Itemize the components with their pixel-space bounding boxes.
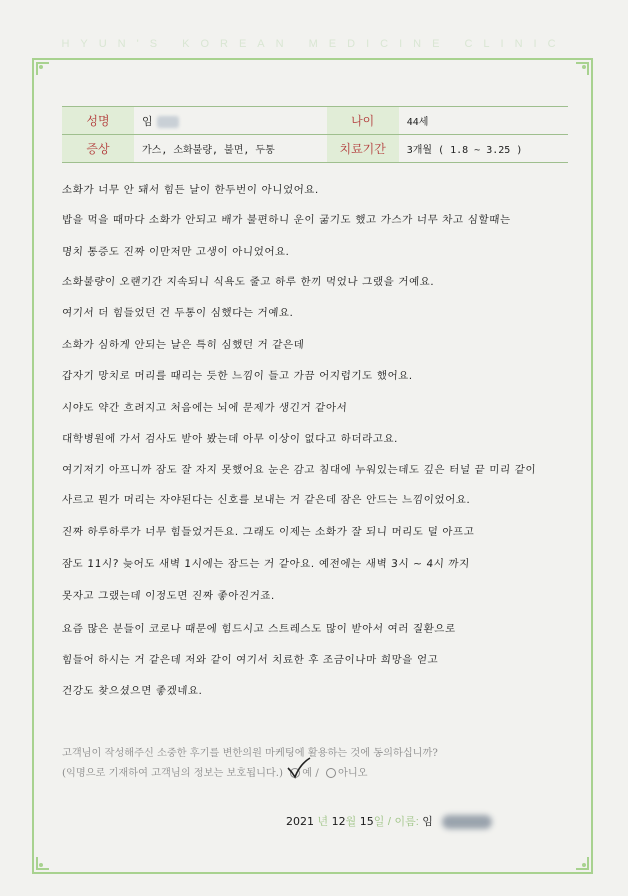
clinic-watermark: HYUN'S KOREAN MEDICINE CLINIC (61, 38, 567, 50)
review-line: 건강도 찾으셨으면 좋겠네요. (61, 685, 204, 697)
review-line: 대학병원에 가서 검사도 받아 봤는데 아무 이상이 없다고 하더라고요. (61, 433, 399, 445)
review-line: 명치 통증도 진짜 이만저만 고생이 아니었어요. (61, 246, 291, 258)
review-line: 갑자기 망치로 머리를 때리는 듯한 느낌이 들고 가끔 어지럽기도 했어요. (61, 370, 414, 382)
review-line: 여기저기 아프니까 잠도 잘 자지 못했어요 눈은 감고 침대에 누워있는데도 깊은 터널 끝 미리 같이 (61, 464, 537, 476)
age-label: 나이 (327, 107, 399, 135)
period-label: 치료기간 (327, 135, 399, 163)
day-unit: 일 (373, 816, 385, 828)
review-line: 시야도 약간 흐려지고 처음에는 뇌에 문제가 생긴거 같아서 (61, 402, 348, 414)
month-unit: 월 (345, 816, 357, 828)
period-value: 3개월 ( 1.8 ~ 3.25 ) (399, 135, 568, 163)
review-line: 여기서 더 힘들었던 건 두통이 심했다는 거예요. (61, 307, 295, 319)
date-day: 15 (359, 815, 374, 828)
review-line: 못자고 그랬는데 이정도면 진짜 좋아진거죠. (61, 590, 276, 602)
review-line: 잠도 11시? 늦어도 새벽 1시에는 잠드는 거 같아요. 예전에는 새벽 3시 ~ 4시 까지 (61, 558, 471, 570)
age-value: 44세 (399, 107, 568, 135)
consent-note: (익명으로 기재하여 고객님의 정보는 보호됩니다.) (62, 768, 283, 779)
review-line: 소화가 너무 안 돼서 힘든 날이 한두번이 아니었어요. (61, 184, 320, 196)
review-line: 사르고 뭔가 머리는 자야된다는 신호를 보내는 거 같은데 잠은 안드는 느낌이었어요. (61, 494, 471, 506)
consent-no-option[interactable] (326, 764, 368, 779)
consent-question: 고객님이 작성해주신 소중한 후기를 변한의원 마케팅에 활용하는 것에 동의하십니까? (62, 748, 438, 759)
consent-note-row (62, 764, 368, 779)
year-unit: 년 (317, 816, 329, 828)
symptom-label: 증상 (62, 135, 134, 163)
signer-name-value: 임 (422, 815, 433, 828)
option-separator: / (315, 768, 322, 779)
date-separator: / (387, 816, 391, 828)
name-label: 성명 (62, 107, 134, 135)
redacted-signature-blur (442, 815, 492, 829)
signer-name-label: 이름: (394, 816, 419, 828)
symptom-value: 가스, 소화불량, 불면, 두통 (134, 135, 327, 163)
consent-no-label: 아니오 (337, 768, 368, 779)
name-value: 임 (134, 107, 327, 135)
review-line: 요즘 많은 분들이 코로나 때문에 힘드시고 스트레스도 많이 받아서 여러 질환으로 (61, 623, 457, 635)
review-line: 힘들어 하시는 거 같은데 저와 같이 여기서 치료한 후 조금이나마 희망을 얻고 (61, 654, 439, 666)
date-signature-row (286, 813, 492, 829)
review-line: 소화불량이 오랜기간 지속되니 식욕도 줄고 하루 한끼 먹었나 그랬을 거예요. (61, 276, 435, 288)
date-month: 12 (331, 815, 346, 828)
radio-circle-icon (326, 768, 336, 778)
date-year: 2021 (286, 815, 314, 828)
checkmark-icon (286, 756, 312, 780)
review-line: 소화가 심하게 안되는 날은 특히 심했던 거 같은데 (61, 339, 305, 351)
review-line: 밥을 먹을 때마다 소화가 안되고 배가 불편하니 운이 굶기도 했고 가스가 너무 차고 심할때는 (61, 214, 512, 226)
consent-yes-label: 예 (302, 768, 313, 779)
review-line: 진짜 하루하루가 너무 힘들었거든요. 그래도 이제는 소화가 잘 되니 머리도 덜 아프고 (61, 526, 475, 538)
